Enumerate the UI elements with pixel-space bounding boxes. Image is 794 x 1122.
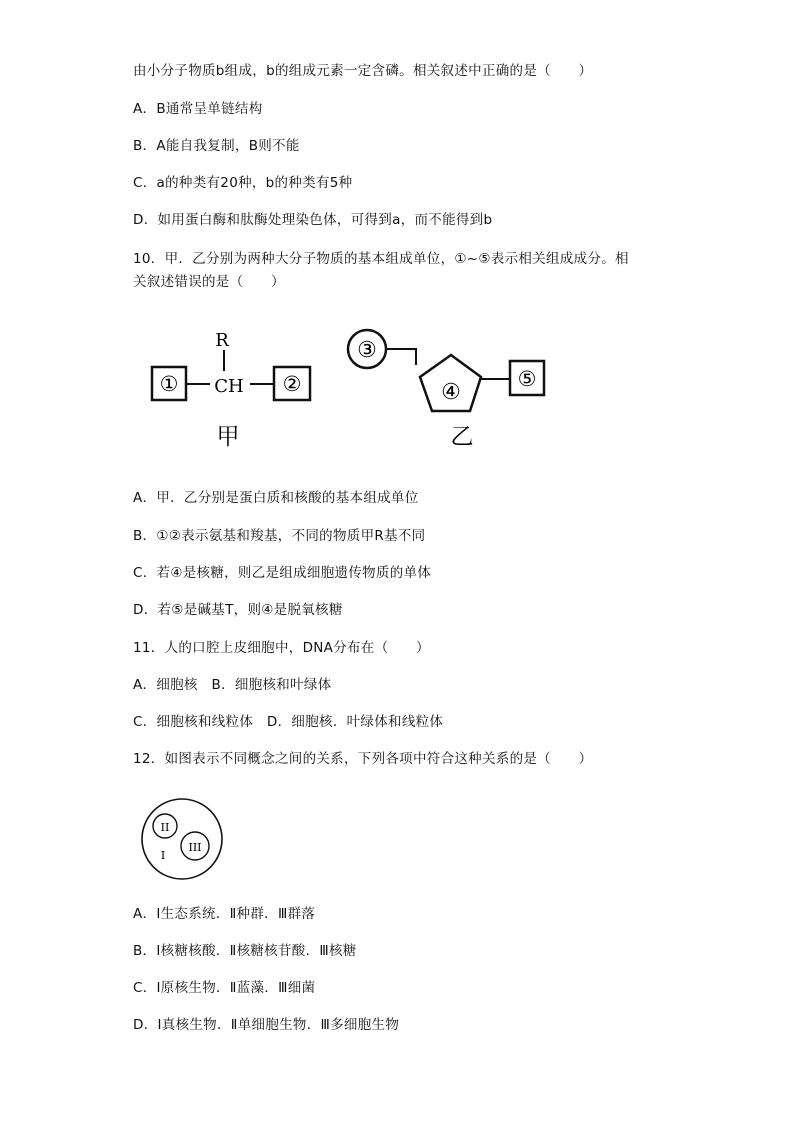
outer-circle — [142, 799, 222, 879]
q10-option-d: D．若⑤是碱基T，则④是脱氧核糖 — [133, 602, 343, 618]
outer-circle-label: I — [160, 849, 166, 862]
r-group-label: R — [215, 330, 229, 351]
q9-option-c: C．a的种类有20种，b的种类有5种 — [133, 175, 353, 191]
pent4-label: ④ — [441, 380, 461, 405]
q12-venn-figure — [138, 797, 228, 883]
q11-options-row2: C．细胞核和线粒体 D．细胞核．叶绿体和线粒体 — [133, 714, 444, 730]
box1-label: ① — [159, 372, 179, 396]
q9-stem: 由小分子物质b组成，b的组成元素一定含磷。相关叙述中正确的是（ ） — [133, 63, 593, 79]
q12-option-d: D．Ⅰ真核生物．Ⅱ单细胞生物．Ⅲ多细胞生物 — [133, 1017, 400, 1033]
yi-label: 乙 — [450, 424, 474, 450]
inner-circle-ii-label: II — [160, 821, 170, 834]
q12-option-b: B．Ⅰ核糖核酸．Ⅱ核糖核苷酸．Ⅲ核糖 — [133, 943, 357, 959]
q10-option-c: C．若④是核糖，则乙是组成细胞遗传物质的单体 — [133, 565, 432, 581]
q12-option-a: A．Ⅰ生态系统．Ⅱ种群．Ⅲ群落 — [133, 906, 316, 922]
box5-label: ⑤ — [517, 367, 537, 391]
q9-option-b: B．A能自我复制，B则不能 — [133, 138, 300, 154]
circle3-label: ③ — [357, 338, 377, 363]
jia-label: 甲 — [216, 424, 240, 450]
q10-option-b: B．①②表示氨基和羧基，不同的物质甲R基不同 — [133, 528, 426, 544]
box2-label: ② — [282, 372, 302, 396]
q10-figure — [140, 325, 560, 455]
ch-label: CH — [214, 376, 244, 397]
q11-options-row1: A．细胞核 B．细胞核和叶绿体 — [133, 677, 332, 693]
q10-stem-line1: 10．甲．乙分别为两种大分子物质的基本组成单位，①~⑤表示相关组成成分。相 — [133, 251, 629, 267]
q12-stem: 12．如图表示不同概念之间的关系，下列各项中符合这种关系的是（ ） — [133, 751, 593, 767]
q9-option-a: A．B通常呈单链结构 — [133, 101, 263, 117]
q11-stem: 11．人的口腔上皮细胞中，DNA分布在（ ） — [133, 640, 430, 656]
inner-circle-iii-label: III — [188, 841, 202, 854]
q10-option-a: A．甲．乙分别是蛋白质和核酸的基本组成单位 — [133, 490, 419, 506]
q9-option-d: D．如用蛋白酶和肽酶处理染色体，可得到a，而不能得到b — [133, 212, 493, 228]
q12-option-c: C．Ⅰ原核生物．Ⅱ蓝藻．Ⅲ细菌 — [133, 980, 316, 996]
q10-stem-line2: 关叙述错误的是（ ） — [133, 274, 285, 290]
